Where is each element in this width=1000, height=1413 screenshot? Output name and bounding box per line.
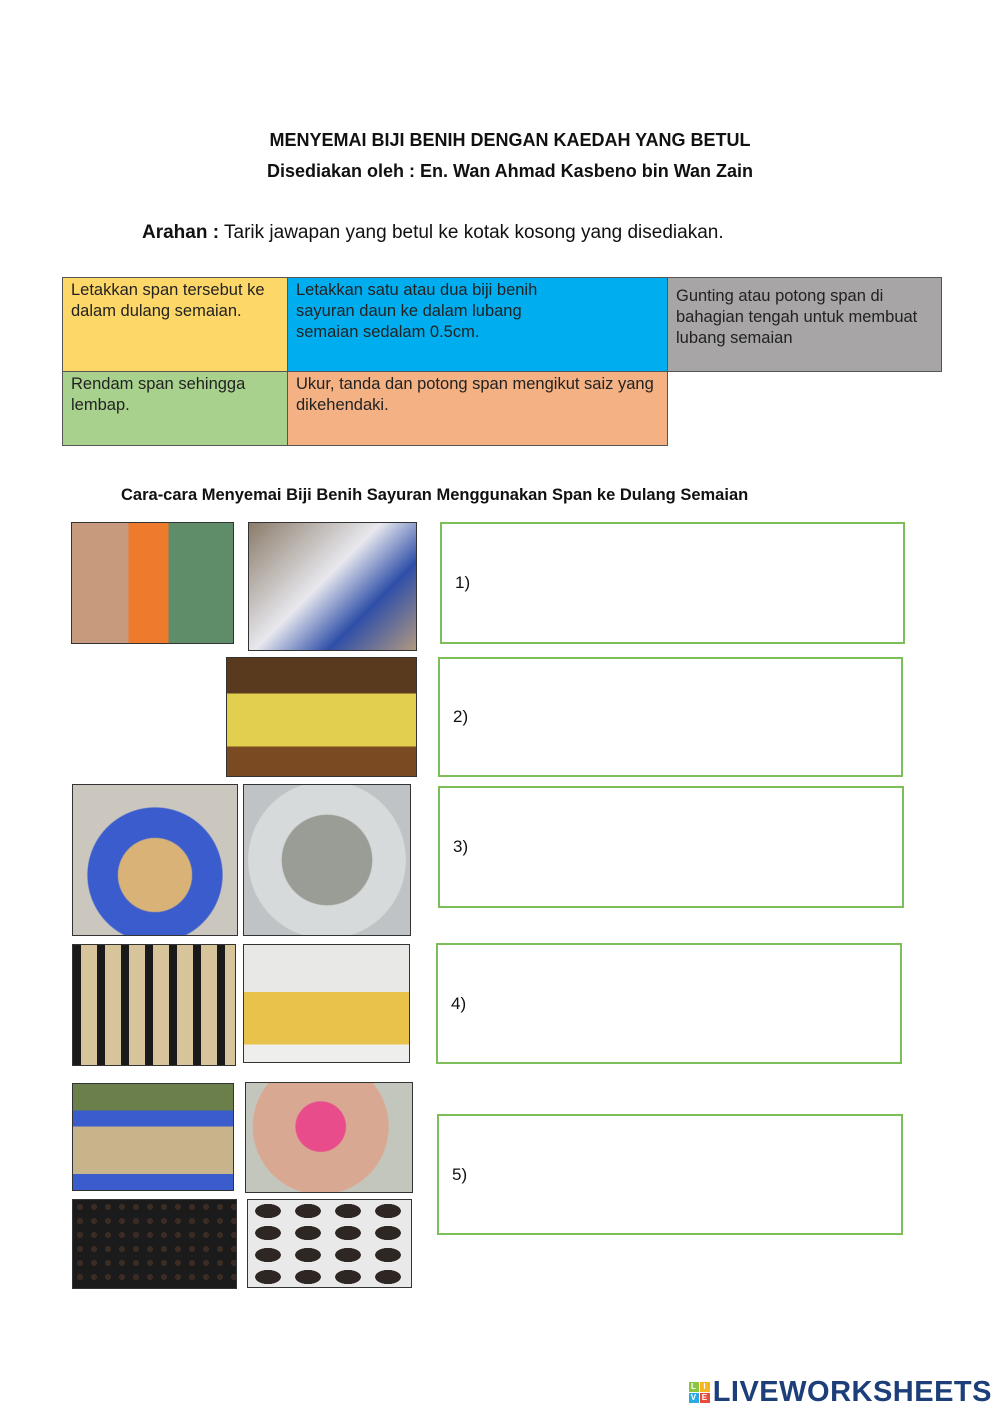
photo-seed-tray [72,1199,237,1289]
photo-soaked-sponge [243,784,411,936]
answer-drop-box[interactable] [438,657,903,777]
logo-letter: I [700,1382,710,1392]
box-number: 3) [453,837,469,856]
draggable-answer-card[interactable]: Rendam span sehingga lembap. [62,371,288,446]
draggable-answer-card[interactable]: Letakkan satu atau dua biji benih sayuran daun ke dalam lubang semaian sedalam 0.5cm. [287,277,668,372]
instruction [142,222,724,244]
logo-letter: L [689,1382,699,1392]
section-title: Cara-cara Menyemai Biji Benih Sayuran Menggunakan Span ke Dulang Semaian [121,486,749,504]
instruction-text: Tarik jawapan yang betul ke kotak kosong yang disediakan. [219,222,724,243]
draggable-answer-card[interactable]: Ukur, tanda dan potong span mengikut saiz yang dikehendaki. [287,371,668,446]
photo-seedling-holes [247,1199,412,1288]
photo-sponge-pieces [243,944,410,1063]
logo-letter: E [700,1393,710,1403]
logo-icon [689,1382,710,1403]
box-number: 5) [452,1164,468,1184]
photo-sponge-tray [72,944,236,1066]
instruction-label: Arahan : [142,222,220,243]
photo-cutting-sponge [71,522,234,644]
box-number: 2) [453,707,469,726]
page-title: MENYEMAI BIJI BENIH DENGAN KAEDAH YANG BETUL [269,130,751,150]
photo-sponge-in-tray [72,784,238,936]
box-number: 4) [451,993,467,1013]
photo-sponge-hole [248,522,417,651]
draggable-answer-card[interactable]: Letakkan span tersebut ke dalam dulang semaian. [62,277,288,372]
photo-placing-seed [72,1083,234,1191]
box-number: 1) [455,573,471,592]
answer-drop-box[interactable] [437,1114,903,1235]
photo-mark-sponge [226,657,417,777]
liveworksheets-logo [689,1376,992,1409]
answer-drop-box[interactable] [438,786,904,908]
photo-pink-sponge [245,1082,413,1193]
answer-drop-box[interactable] [440,522,905,644]
draggable-answer-card[interactable]: Gunting atau potong span di bahagian tengah untuk membuat lubang semaian [667,277,942,372]
logo-letter: V [689,1393,699,1403]
author-line: Disediakan oleh : En. Wan Ahmad Kasbeno bin Wan Zain [266,161,754,181]
answer-drop-box[interactable] [436,943,902,1064]
logo-text: LIVEWORKSHEETS [712,1376,992,1408]
